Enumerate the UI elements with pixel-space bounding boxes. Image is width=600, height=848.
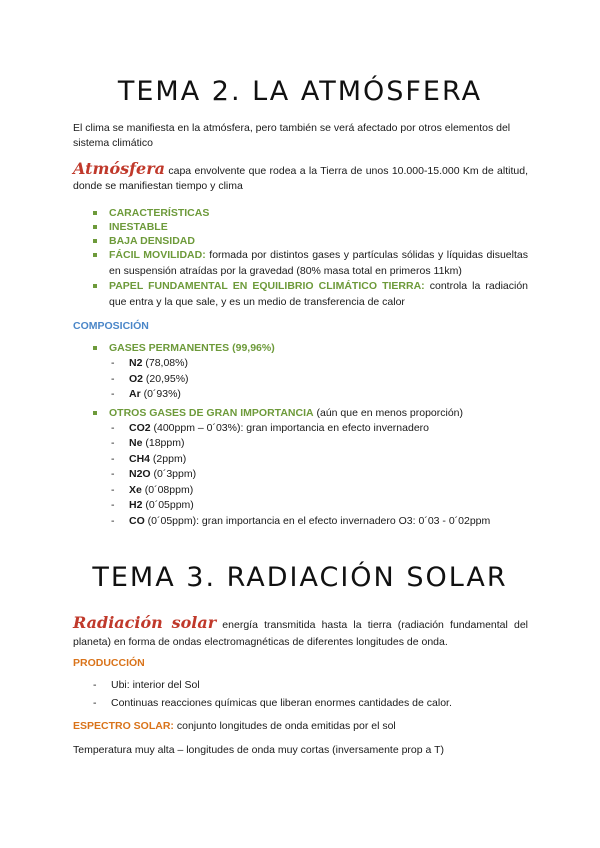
gas-item: - N2O (0´3ppm) xyxy=(109,467,528,483)
atmosfera-term: Atmósfera xyxy=(73,159,165,178)
produccion-list xyxy=(91,678,528,711)
intro-paragraph: El clima se manifiesta en la atmósfera, pero también se verá afectado por otros elementos del sistema climático xyxy=(73,122,511,149)
radiacion-def-text: energía transmitida hasta la tierra (radiación fundamental del planeta) en forma de ondas electromagnéticas de diferentes longitudes de onda. xyxy=(73,619,528,648)
gas-item: - Ne (18ppm) xyxy=(109,436,528,452)
list-item: INESTABLE xyxy=(91,220,528,234)
gas-item: - CO (0´05ppm): gran importancia en el efecto invernadero O3: 0´03 - 0´02ppm xyxy=(109,514,528,530)
list-item: PAPEL FUNDAMENTAL EN EQUILIBRIO CLIMÁTICO TIERRA: controla la radiación que entra y la que sale, y es un medio de transferencia de calor xyxy=(91,279,528,310)
radiacion-definition xyxy=(73,614,528,651)
list-item: FÁCIL MOVILIDAD: formada por distintos gases y partículas sólidas y líquidas disueltas en suspensión atraídas por la gravedad (80% masa total en primeros 11km) xyxy=(91,248,528,279)
gas-item: - H2 (0´05ppm) xyxy=(109,498,528,514)
gas-item: - O2 (20,95%) xyxy=(109,372,528,388)
list-item xyxy=(91,341,528,403)
otros-gases-label: OTROS GASES DE GRAN IMPORTANCIA xyxy=(109,406,314,419)
features-list xyxy=(91,206,528,310)
gas-item: - Ar (0´93%) xyxy=(109,387,528,403)
atmosfera-definition xyxy=(73,161,528,194)
tema2-title: TEMA 2. LA ATMÓSFERA xyxy=(117,76,483,107)
composition-list xyxy=(91,341,528,529)
gases-permanentes-list xyxy=(109,356,528,403)
list-item: OTROS GASES DE GRAN IMPORTANCIA (aún que en menos proporción) - CO2 (400ppm – 0´03%): gran importancia en efecto invernadero - Ne (18ppm) - CH4 (2ppm) - N2O (0´3ppm) - Xe (0´08ppm) - H2 (0´05ppm) - CO (0´05ppm): gran importancia en el efecto invernadero O3: 0´03 - 0´02ppm xyxy=(91,406,528,530)
list-item: CARACTERÍSTICAS xyxy=(91,206,528,220)
produccion-heading: PRODUCCIÓN xyxy=(73,657,145,669)
temperatura-line: Temperatura muy alta – longitudes de onda muy cortas (inversamente prop a T) xyxy=(73,744,444,756)
list-item: - Continuas reacciones químicas que liberan enormes cantidades de calor. xyxy=(91,696,528,712)
list-item: - Ubi: interior del Sol xyxy=(91,678,528,694)
list-item: BAJA DENSIDAD xyxy=(91,234,528,248)
atmosfera-def-text: capa envolvente que rodea a la Tierra de unos 10.000-15.000 Km de altitud, donde se manifiestan tiempo y clima xyxy=(73,165,528,192)
otros-gases-list xyxy=(109,421,528,530)
gas-item: - CO2 (400ppm – 0´03%): gran importancia en efecto invernadero xyxy=(109,421,528,437)
composicion-heading: COMPOSICIÓN xyxy=(73,320,149,332)
gas-item: - Xe (0´08ppm) xyxy=(109,483,528,499)
espectro-label: ESPECTRO SOLAR: xyxy=(73,720,174,732)
gas-item: - CH4 (2ppm) xyxy=(109,452,528,468)
gases-permanentes-label: GASES PERMANENTES (99,96%) xyxy=(109,342,275,354)
espectro-line: ESPECTRO SOLAR: conjunto longitudes de onda emitidas por el sol xyxy=(73,720,396,732)
tema3-title: TEMA 3. RADIACIÓN SOLAR xyxy=(92,562,508,593)
gas-item: - N2 (78,08%) xyxy=(109,356,528,372)
radiacion-term: Radiación solar xyxy=(73,613,217,632)
produccion-block xyxy=(91,678,528,711)
